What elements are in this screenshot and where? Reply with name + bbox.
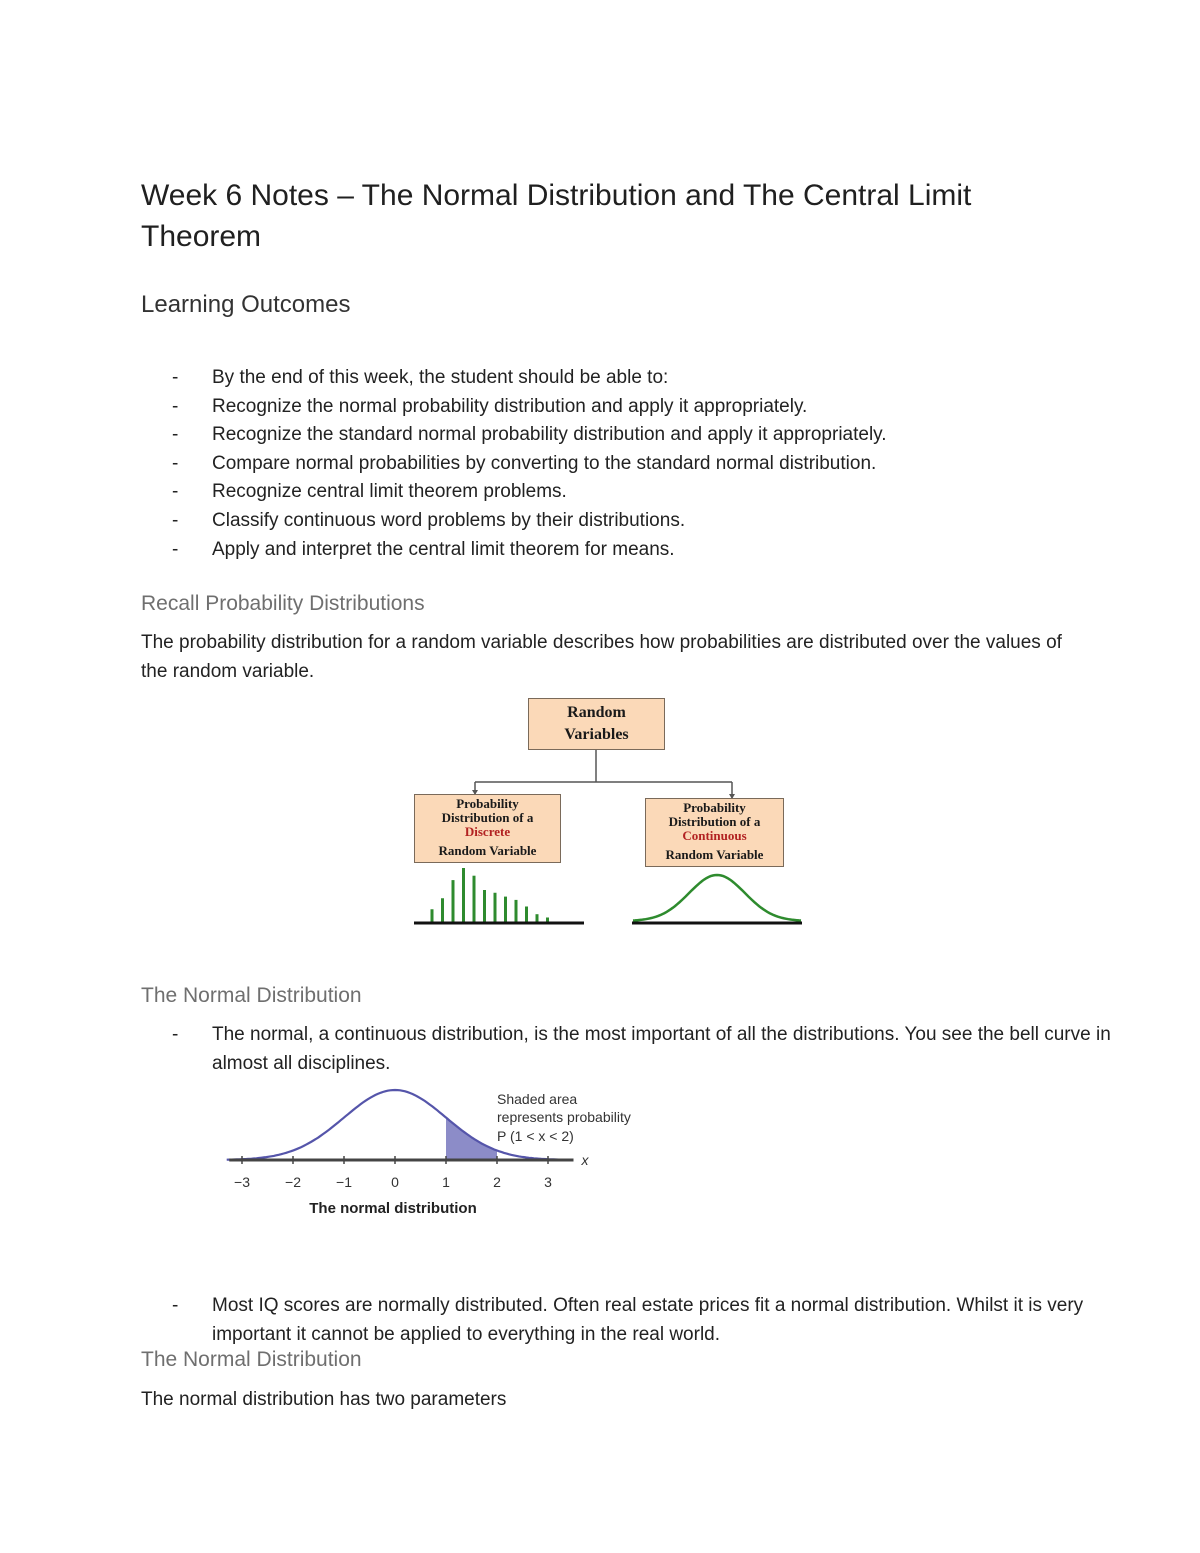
list-item: - The normal, a continuous distribution, is the most important of all the distributions. You see the bell curve in almost all disciplines. bbox=[172, 1020, 1112, 1078]
learning-outcomes-list bbox=[172, 364, 887, 564]
discrete-distribution-bars bbox=[432, 868, 548, 923]
bullet-marker: - bbox=[172, 424, 179, 446]
x-tick-label: −1 bbox=[336, 1174, 352, 1190]
list-item: - Compare normal probabilities by converting to the standard normal distribution. bbox=[172, 450, 887, 479]
x-tick-label: −3 bbox=[234, 1174, 250, 1190]
parameters-paragraph: The normal distribution has two parameters bbox=[141, 1389, 507, 1410]
recall-heading: Recall Probability Distributions bbox=[141, 592, 425, 615]
random-variables-box: Random Variables bbox=[528, 698, 665, 750]
chart-title: The normal distribution bbox=[309, 1200, 477, 1217]
bullet-marker: - bbox=[172, 1024, 179, 1045]
x-tick-label: 1 bbox=[442, 1174, 450, 1190]
list-item: - Recognize central limit theorem problems. bbox=[172, 478, 887, 507]
bullet-marker: - bbox=[172, 509, 179, 531]
x-tick-label: 2 bbox=[493, 1174, 501, 1190]
list-item: - By the end of this week, the student should be able to: bbox=[172, 364, 887, 393]
list-item: - Classify continuous word problems by their distributions. bbox=[172, 507, 887, 536]
normal-chart-svg bbox=[200, 1080, 660, 1220]
annotation-line: represents probability bbox=[497, 1109, 631, 1125]
bullet-marker: - bbox=[172, 395, 179, 417]
x-tick-label: −2 bbox=[285, 1174, 301, 1190]
x-tick-label: 0 bbox=[391, 1174, 399, 1190]
bullet-marker: - bbox=[172, 538, 179, 560]
discrete-distribution-box: Probability Distribution of a Discrete Random Variable bbox=[414, 794, 561, 863]
list-item: - Apply and interpret the central limit theorem for means. bbox=[172, 536, 887, 565]
annotation-line: Shaded area bbox=[497, 1091, 578, 1107]
bullet-marker: - bbox=[172, 481, 179, 503]
normal-distribution-heading-2: The Normal Distribution bbox=[141, 1348, 362, 1371]
recall-paragraph: The probability distribution for a random variable describes how probabilities are distributed over the values of the random variable. bbox=[141, 632, 1062, 682]
list-item: - Recognize the normal probability distribution and apply it appropriately. bbox=[172, 393, 887, 422]
continuous-distribution-curve bbox=[633, 875, 801, 921]
bullet-marker: - bbox=[172, 1295, 179, 1316]
continuous-distribution-box: Probability Distribution of a Continuous Random Variable bbox=[645, 798, 784, 867]
list-item: - Recognize the standard normal probability distribution and apply it appropriately. bbox=[172, 421, 887, 450]
normal-distribution-chart bbox=[200, 1080, 660, 1220]
normal-distribution-heading: The Normal Distribution bbox=[141, 984, 362, 1007]
bullet-marker: - bbox=[172, 367, 179, 388]
x-tick-label: 3 bbox=[544, 1174, 552, 1190]
list-item: - Most IQ scores are normally distributed. Often real estate prices fit a normal distribution. Whilst it is very important it cannot be applied to everything in the real world. bbox=[172, 1291, 1112, 1349]
page-title: Week 6 Notes – The Normal Distribution and The Central Limit Theorem bbox=[141, 179, 972, 253]
annotation-line: P (1 < x < 2) bbox=[497, 1128, 574, 1144]
learning-outcomes-heading: Learning Outcomes bbox=[141, 291, 351, 318]
x-axis-label: x bbox=[581, 1152, 589, 1168]
bullet-marker: - bbox=[172, 452, 179, 474]
random-variables-diagram bbox=[400, 690, 820, 930]
